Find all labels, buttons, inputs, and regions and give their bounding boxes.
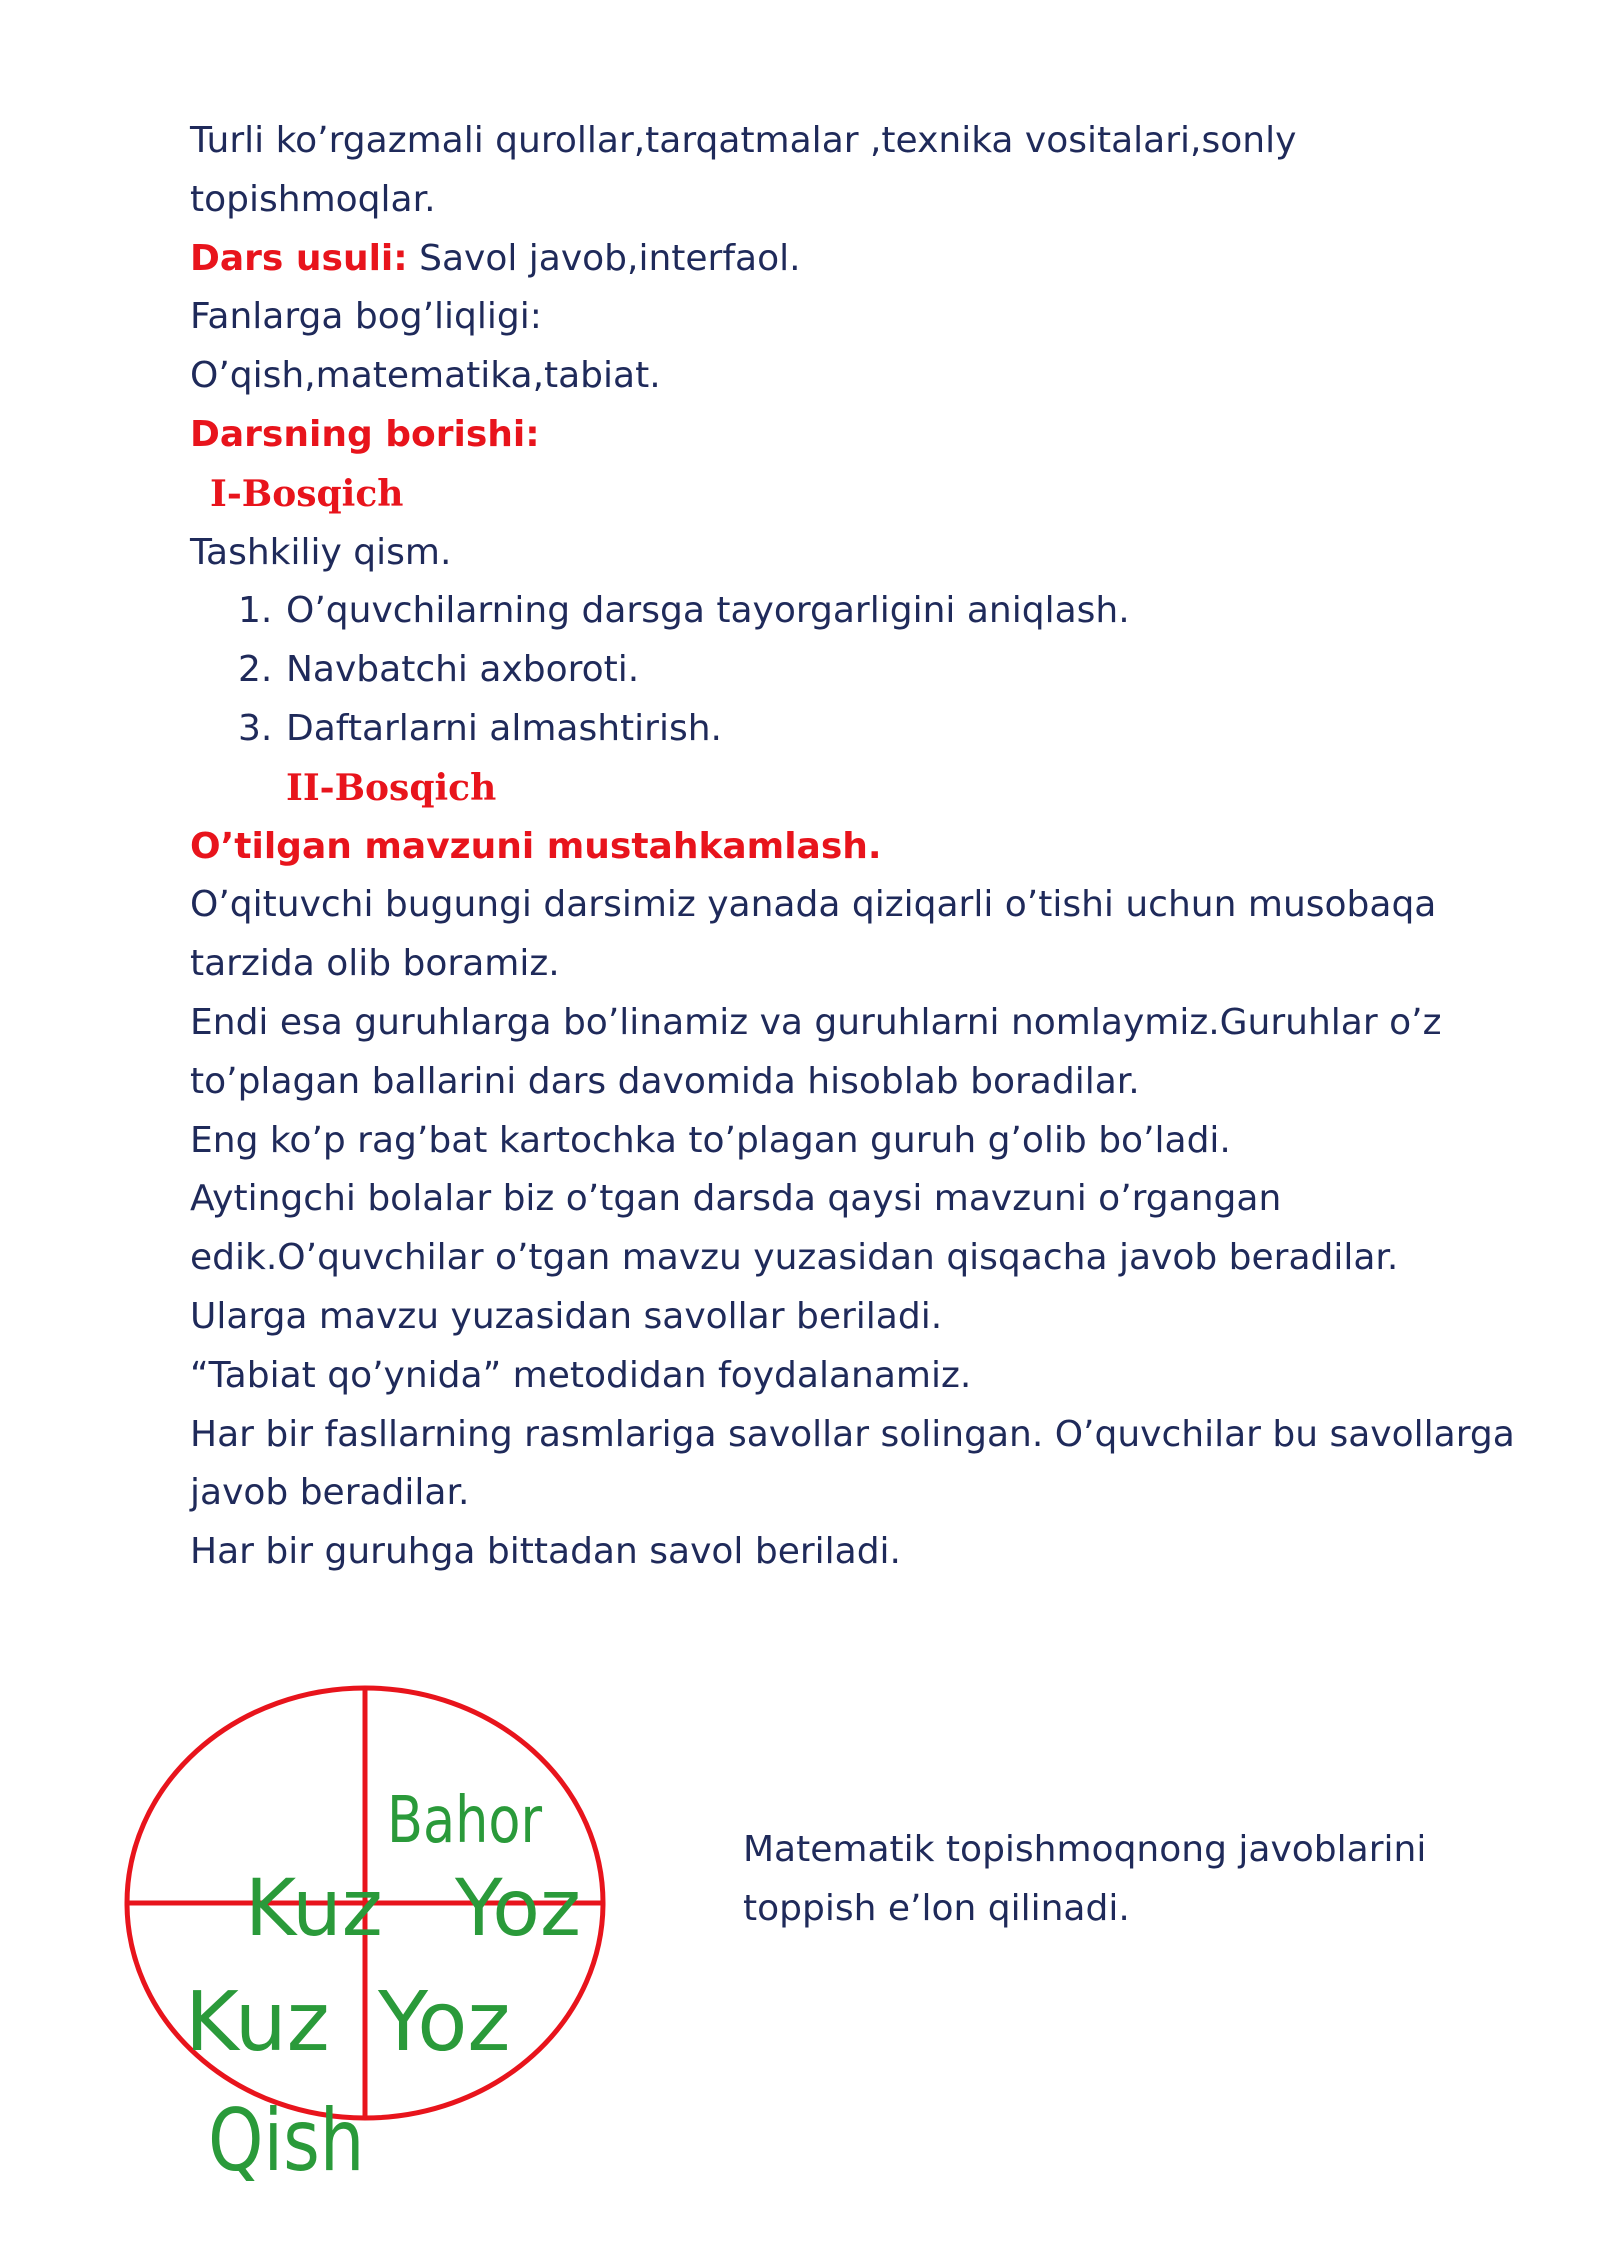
list-item <box>190 641 1510 700</box>
list-text: Navbatchi axboroti. <box>286 649 640 691</box>
text-line: edik.O’quvchilar o’tgan mavzu yuzasidan qisqacha javob beradilar. <box>190 1237 1399 1279</box>
stage-two-heading: II-Bosqich <box>286 766 497 809</box>
text-line: javob beradilar. <box>190 1472 470 1514</box>
text-line: Aytingchi bolalar biz o’tgan darsda qaysi mavzuni o’rgangan <box>190 1178 1282 1220</box>
side-note-line: toppish e’lon qilinadi. <box>743 1888 1130 1929</box>
text-line: Tashkiliy qism. <box>190 531 452 573</box>
list-text: O’quvchilarning darsga tayorgarligini aniqlash. <box>286 590 1130 632</box>
text-line: tarzida olib boramiz. <box>190 943 560 985</box>
method-value: Savol javob,interfaol. <box>407 237 801 279</box>
season-label-kuz-top: Kuz <box>245 1864 383 1954</box>
list-text: Daftarlarni almashtirish. <box>286 707 722 749</box>
text-line: “Tabiat qo’ynida” metodidan foydalanamiz. <box>190 1354 972 1396</box>
text-line: Ularga mavzu yuzasidan savollar beriladi. <box>190 1295 943 1337</box>
text-line: Eng ko’p rag’bat kartochka to’plagan guruh g’olib bo’ladi. <box>190 1119 1231 1161</box>
stage-one-heading: I-Bosqich <box>210 472 404 515</box>
method-label: Dars usuli: <box>190 237 408 279</box>
text-line: Har bir fasllarning rasmlariga savollar solingan. O’quvchilar bu savollarga <box>190 1413 1515 1455</box>
review-heading: O’tilgan mavzuni mustahkamlash. <box>190 825 882 867</box>
progress-heading: Darsning borishi: <box>190 413 540 455</box>
seasons-diagram <box>110 1670 670 2190</box>
text-line: Turli ko’rgazmali qurollar,tarqatmalar ,texnika vositalari,sonly <box>190 120 1297 161</box>
text-line: Endi esa guruhlarga bo’linamiz va guruhlarni nomlaymiz.Guruhlar o’z <box>190 1001 1442 1043</box>
text-line: topishmoqlar. <box>190 178 436 220</box>
side-note <box>743 1820 1503 1938</box>
text-line: Har bir guruhga bittadan savol beriladi. <box>190 1531 901 1573</box>
list-item <box>190 582 1510 641</box>
text-line: to’plagan ballarini dars davomida hisoblab boradilar. <box>190 1060 1140 1102</box>
season-label-bahor: Bahor <box>387 1782 543 1858</box>
list-number: 3. <box>238 707 273 749</box>
season-label-qish: Qish <box>208 2090 365 2190</box>
list-number: 2. <box>238 649 273 691</box>
text-line: Fanlarga bog’liqligi: <box>190 296 542 338</box>
lesson-text <box>190 112 1515 1582</box>
season-label-kuz-bottom: Kuz <box>185 1975 330 2070</box>
side-note-line: Matematik topishmoqnong javoblarini <box>743 1829 1427 1870</box>
list-number: 1. <box>238 590 273 632</box>
season-label-yoz-bottom: Yoz <box>378 1975 511 2070</box>
season-label-yoz-top: Yoz <box>455 1864 581 1954</box>
method-line <box>190 230 1510 289</box>
text-line: O’qituvchi bugungi darsimiz yanada qiziqarli o’tishi uchun musobaqa <box>190 884 1437 926</box>
text-line: O’qish,matematika,tabiat. <box>190 355 661 397</box>
list-item <box>190 700 1510 759</box>
